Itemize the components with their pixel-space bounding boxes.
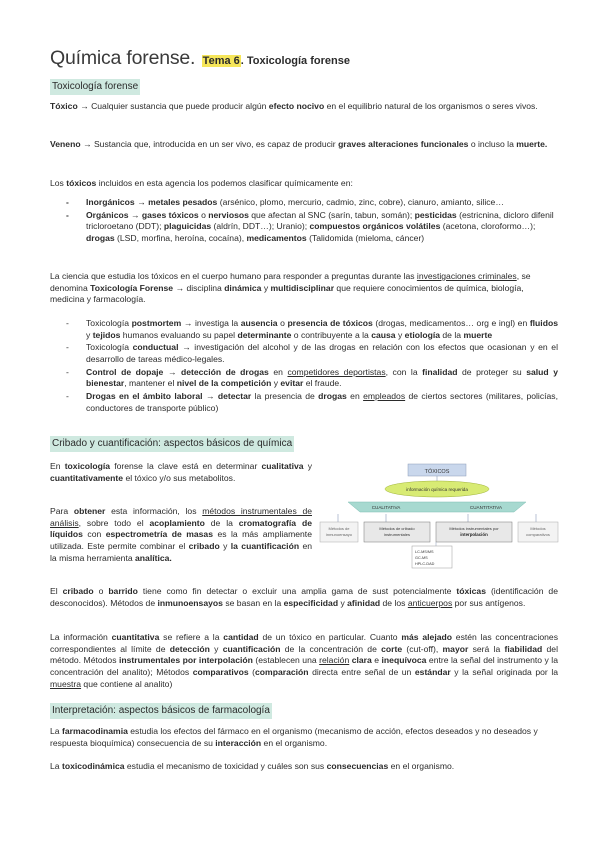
svg-text:inmunoensayo: inmunoensayo bbox=[325, 532, 353, 537]
paragraph-toxicodinamica: La toxicodinámica estudia el mecanismo de toxicidad y cuáles son sus consecuencias en el organismo. bbox=[50, 761, 455, 771]
list-item-laboral: - Drogas en el ámbito laboral → detectar la presencia de drogas en empleados de ciertos sectores (militares, policías, conductores de transporte público) bbox=[66, 391, 558, 414]
paragraph-cribado: El cribado o barrido tiene como fin detectar o excluir una amplia gama de sust potencialmente tóxicas (identificación de desconocidos). Métodos de inmunoensayos se basan en la especificidad y afinidad de los anticuerpos por sus antígenos. bbox=[50, 586, 558, 608]
svg-text:GC-MS: GC-MS bbox=[415, 556, 428, 560]
svg-text:LC-MS/MS: LC-MS/MS bbox=[415, 550, 434, 554]
title-main: Química forense. bbox=[50, 47, 196, 69]
svg-text:Métodos de: Métodos de bbox=[328, 526, 350, 531]
paragraph-cuantitativa: La información cuantitativa se refiere a la cantidad de un tóxico en particular. Cuanto más alejado estén las concentraciones correspondientes al límite de detección y cuantificación de la concentración de corte (cut-off), mayor será la fiabilidad del método. Métodos instrumentales por interpolación (establecen una relación clara e inequívoca entre la señal del instrumento y la concentración del analito); Métodos comparativos (comparación directa entre señal de un estándar y la señal originada por la muestra que contiene al analito) bbox=[50, 632, 559, 689]
paragraph-en-toxicologia: En toxicología forense la clave está en determinar cualitativa y cuantitativamente el tóxico y/o sus metabolitos. bbox=[50, 461, 313, 483]
list-clasificacion bbox=[66, 197, 558, 246]
paragraph-toxico: Tóxico → Cualquier sustancia que puede producir algún efecto nocivo en el equilibrio natural de los organismos o seres vivos. bbox=[50, 101, 538, 111]
paragraph-para-obtener: Para obtener esta información, los métodos instrumentales de análisis, sobre todo el acoplamiento de la cromatografía de líquidos con espectrometría de masas es la más ampliamente utilizada. Este permite combinar el cribado y la cuantificación en la misma herramienta analítica. bbox=[50, 506, 313, 563]
list-item-postmortem: - Toxicología postmortem → investiga la ausencia o presencia de tóxicos (drogas, medicamentos… org e ingl) en fluidos y tejidos humanos evaluando su papel determinante o contribuyente a la causa y etiología de la muerte bbox=[66, 318, 558, 341]
heading-toxicologia-forense: Toxicología forense bbox=[50, 79, 140, 95]
svg-text:Métodos: Métodos bbox=[530, 526, 546, 531]
title-tema: Tema 6 bbox=[202, 55, 240, 67]
diagram-label-info: información química requerida bbox=[406, 487, 468, 492]
list-item-organicos: - Orgánicos → gases tóxicos o nerviosos que afectan al SNC (sarín, tabun, somán); pesticidas (estricnina, dicloro difenil tricloroetano (DDT); plaguicidas (aldrín, DDT…); Uranio); compuestos orgánicos volátiles (acetona, cloroformo…); drogas (LSD, morfina, heroína, cocaína), medicamentos (Talidomida (mieloma, cáncer) bbox=[66, 210, 558, 245]
paragraph-clasificacion: Los tóxicos incluidos en esta agencia los podemos clasificar químicamente en: bbox=[50, 178, 353, 188]
heading-cribado: Cribado y cuantificación: aspectos básicos de química bbox=[50, 436, 294, 452]
heading-interpretacion: Interpretación: aspectos básicos de farmacología bbox=[50, 703, 272, 719]
diagram-label-toxicos: TÓXICOS bbox=[424, 469, 450, 475]
page-title bbox=[50, 45, 350, 72]
list-item-dopaje: - Control de dopaje → detección de drogas en competidores deportistas, con la finalidad de proteger su salud y bienestar, mantener el nivel de la competición y evitar el fraude. bbox=[66, 367, 558, 390]
diagram-label-cualitativa: CUALITATIVA bbox=[371, 505, 401, 510]
list-item-conductual: - Toxicología conductual → investigación del alcohol y de las drogas en relación con los efectos que ocasionan y en el desarrollo de tareas médico-legales. bbox=[66, 342, 558, 365]
svg-text:interpolación: interpolación bbox=[460, 532, 488, 537]
diagram-connectors bbox=[338, 514, 536, 522]
title-subject: . Toxicología forense bbox=[240, 55, 350, 67]
list-toxicologia-tipos bbox=[66, 318, 558, 416]
svg-text:instrumentales: instrumentales bbox=[383, 532, 411, 537]
paragraph-farmacodinamia: La farmacodinamia estudia los efectos del fármaco en el organismo (mecanismo de acción, efectos deseados y no deseados y respuesta bioquímica) consecuencia de su interacción en el organismo. bbox=[50, 726, 538, 748]
svg-text:HPLC-DAD: HPLC-DAD bbox=[415, 562, 435, 566]
diagram-toxicos bbox=[318, 462, 560, 570]
svg-text:Métodos de cribado: Métodos de cribado bbox=[379, 526, 415, 531]
list-item-inorganicos: - Inorgánicos → metales pesados (arsénico, plomo, mercurio, cadmio, zinc, cobre), cianuro, amianto, silice… bbox=[66, 197, 558, 209]
svg-text:Métodos instrumentales por: Métodos instrumentales por bbox=[449, 526, 499, 531]
svg-text:comparativos: comparativos bbox=[526, 532, 550, 537]
paragraph-veneno: Veneno → Sustancia que, introducida en un ser vivo, es capaz de producir graves alteraciones funcionales o incluso la muerte. bbox=[50, 139, 548, 149]
paragraph-ciencia: La ciencia que estudia los tóxicos en el cuerpo humano para responder a preguntas durante las investigaciones criminales, se denomina Toxicología Forense → disciplina dinámica y multidisciplinar que requiere conocimientos de química, biología, medicina y farmacología. bbox=[50, 271, 531, 305]
diagram-label-cuantitativa: CUANTITATIVA bbox=[469, 505, 503, 510]
